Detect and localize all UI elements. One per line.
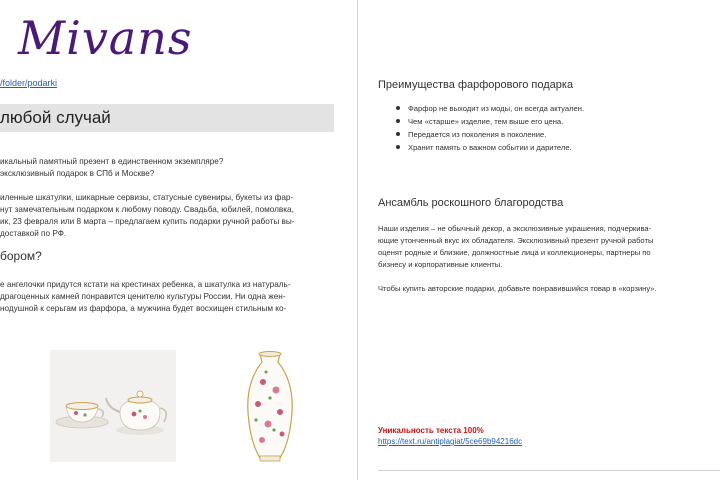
buy-line: Чтобы купить авторские подарки, добавьте понравившийся товар в «корзину». [378,284,657,293]
ensemble-line-1: Наши изделия – не обычный декор, а эксклюзивные украшения, подчеркива- [378,224,652,233]
bottom-rule [378,470,720,471]
uniqueness-label: Уникальность текста 100% [378,426,484,435]
list-item: Фарфор не выходит из моды, он всегда актуален. [396,102,584,115]
advantages-list [396,102,584,154]
tea-set-photo [50,350,176,462]
vase-photo [208,342,332,470]
intro-line-1: икальный памятный презент в единственном экземпляре? [0,157,224,166]
intro-line-2: эксклюзивный подарок в СПб и Москве? [0,169,155,178]
brand-logo: Mivans [18,11,193,65]
body-line-1: иленные шкатулки, шикарные сервизы, статусные сувениры, букеты из фар- [0,193,294,202]
ensemble-line-3: оценят родные и близкие, должностные лица и коллекционеры, партнеры по [378,248,651,257]
list-item: Хранит память о важном событии и дарителе. [396,141,584,154]
body-line-2: нут замечательным подарком к любому поводу. Свадьба, юбилей, помолвка, [0,205,294,214]
choice-line-1: е ангелочки придутся кстати на крестинах ребенка, а шкатулка из натураль- [0,280,291,289]
body-line-4: доставкой по РФ. [0,229,67,238]
ensemble-title: Ансамбль роскошного благородства [378,197,564,209]
choice-line-2: драгоценных камней понравится ценителю культуры России. Ни одна жен- [0,292,286,301]
subheading: бором? [0,249,42,263]
ensemble-line-4: бизнесу и корпоративные клиенты. [378,260,503,269]
uniqueness-link[interactable]: https://text.ru/antiplagiat/5ce69b94216dc [378,437,523,446]
ensemble-line-2: ющие утонченный вкус их обладателя. Эксклюзивный презент ручной работы [378,236,654,245]
list-item: Передается из поколения в поколение. [396,128,584,141]
section-heading: любой случай [0,108,111,127]
folder-link[interactable]: /folder/podarki [0,78,58,88]
document-page-left [0,0,357,480]
list-item: Чем «старше» изделие, тем выше его цена. [396,115,584,128]
advantages-title: Преимущества фарфорового подарка [378,79,574,91]
document-page-right [358,0,720,480]
choice-line-3: нодушной к серьгам из фарфора, а мужчина будет восхищен стильным ко- [0,304,287,313]
body-line-3: ик, 23 февраля или 8 марта – предлагаем купить подарки ручной работы вы- [0,217,295,226]
